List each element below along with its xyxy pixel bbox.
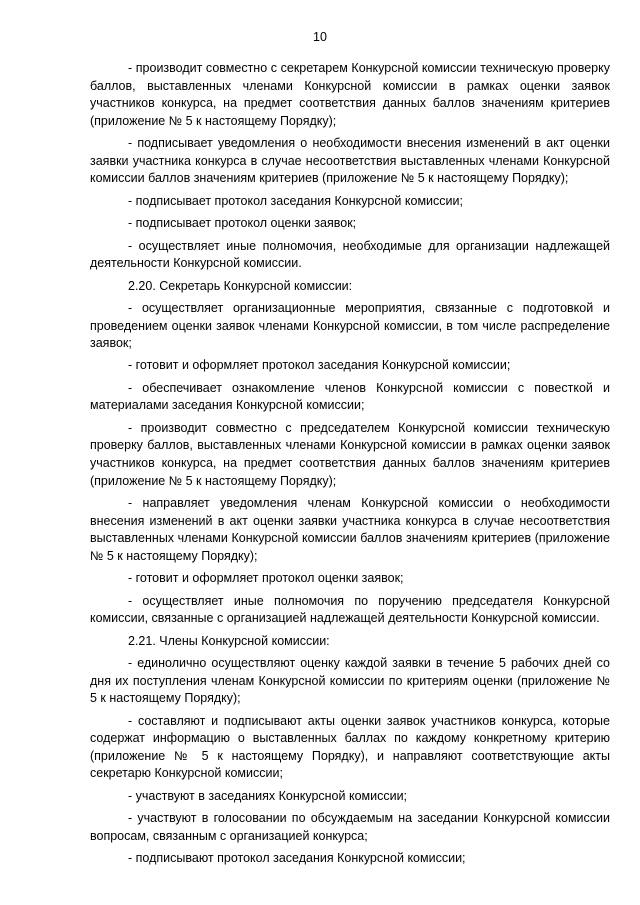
paragraph: - подписывает протокол заседания Конкурсной комиссии; — [128, 193, 463, 208]
section-heading: 2.21. Члены Конкурсной комиссии: — [128, 633, 330, 648]
paragraph: - готовит и оформляет протокол оценки заявок; — [128, 571, 404, 586]
paragraph: - участвуют в заседаниях Конкурсной комиссии; — [128, 788, 408, 803]
paragraph: - осуществляет иные полномочия по поручению председателя Конкурсной комиссии, связанные с организацией надлежащей деятельности Конкурсной комиссии. — [90, 593, 610, 626]
paragraph: - направляет уведомления членам Конкурсной комиссии о необходимости внесения изменений в акт оценки заявки участника конкурса в случае несоответствия выставленных членами Конкурсной комиссии баллов значениям критериев (приложение № 5 к настоящему Порядку); — [90, 496, 610, 563]
paragraph: - обеспечивает ознакомление членов Конкурсной комиссии с повесткой и материалами заседания Конкурсной комиссии; — [90, 380, 610, 413]
paragraph: - осуществляет организационные мероприятия, связанные с подготовкой и проведением оценки заявок членами Конкурсной комиссии, в том числе распределение заявок; — [90, 300, 610, 351]
paragraph: - подписывают протокол заседания Конкурсной комиссии; — [128, 851, 466, 866]
document-body — [90, 60, 610, 872]
paragraph: - осуществляет иные полномочия, необходимые для организации надлежащей деятельности Конкурсной комиссии. — [90, 238, 610, 271]
paragraph: - участвуют в голосовании по обсуждаемым на заседании Конкурсной комиссии вопросам, связанным с организацией конкурса; — [90, 811, 610, 843]
paragraph: - готовит и оформляет протокол заседания Конкурсной комиссии; — [128, 358, 511, 373]
paragraph: - составляют и подписывают акты оценки заявок участников конкурса, которые содержат информацию о выставленных баллах по каждому конкретному критерию (приложение № 5 к настоящему Порядку), и направляют соответствующие акты секретарю Конкурсной комиссии; — [90, 713, 610, 781]
paragraph: - подписывает уведомления о необходимости внесения изменений в акт оценки заявки участника конкурса в случае несоответствия выставленных членами Конкурсной комиссии баллов значениям критериев (приложение № 5 к настоящему Порядку); — [90, 136, 610, 186]
paragraph: - производит совместно с секретарем Конкурсной комиссии техническую проверку баллов, выставленных членами Конкурсной комиссии в рамках оценки заявок участников конкурса, на предмет соответствия данных баллов значениям критериев (приложение № 5 к настоящему Порядку); — [90, 61, 610, 128]
paragraph: - производит совместно с председателем Конкурсной комиссии техническую проверку баллов, выставленных членами Конкурсной комиссии в рамках оценки заявок участников конкурса, на предмет соответствия данных баллов значениям критериев (приложение № 5 к настоящему Порядку); — [90, 420, 610, 488]
page-number: 10 — [313, 30, 327, 44]
section-heading: 2.20. Секретарь Конкурсной комиссии: — [128, 278, 353, 293]
paragraph: - единолично осуществляют оценку каждой заявки в течение 5 рабочих дней со дня их поступления членам Конкурсной комиссии по критериям оценки (приложение № 5 к настоящему Порядку); — [90, 655, 610, 706]
paragraph: - подписывает протокол оценки заявок; — [128, 216, 357, 231]
